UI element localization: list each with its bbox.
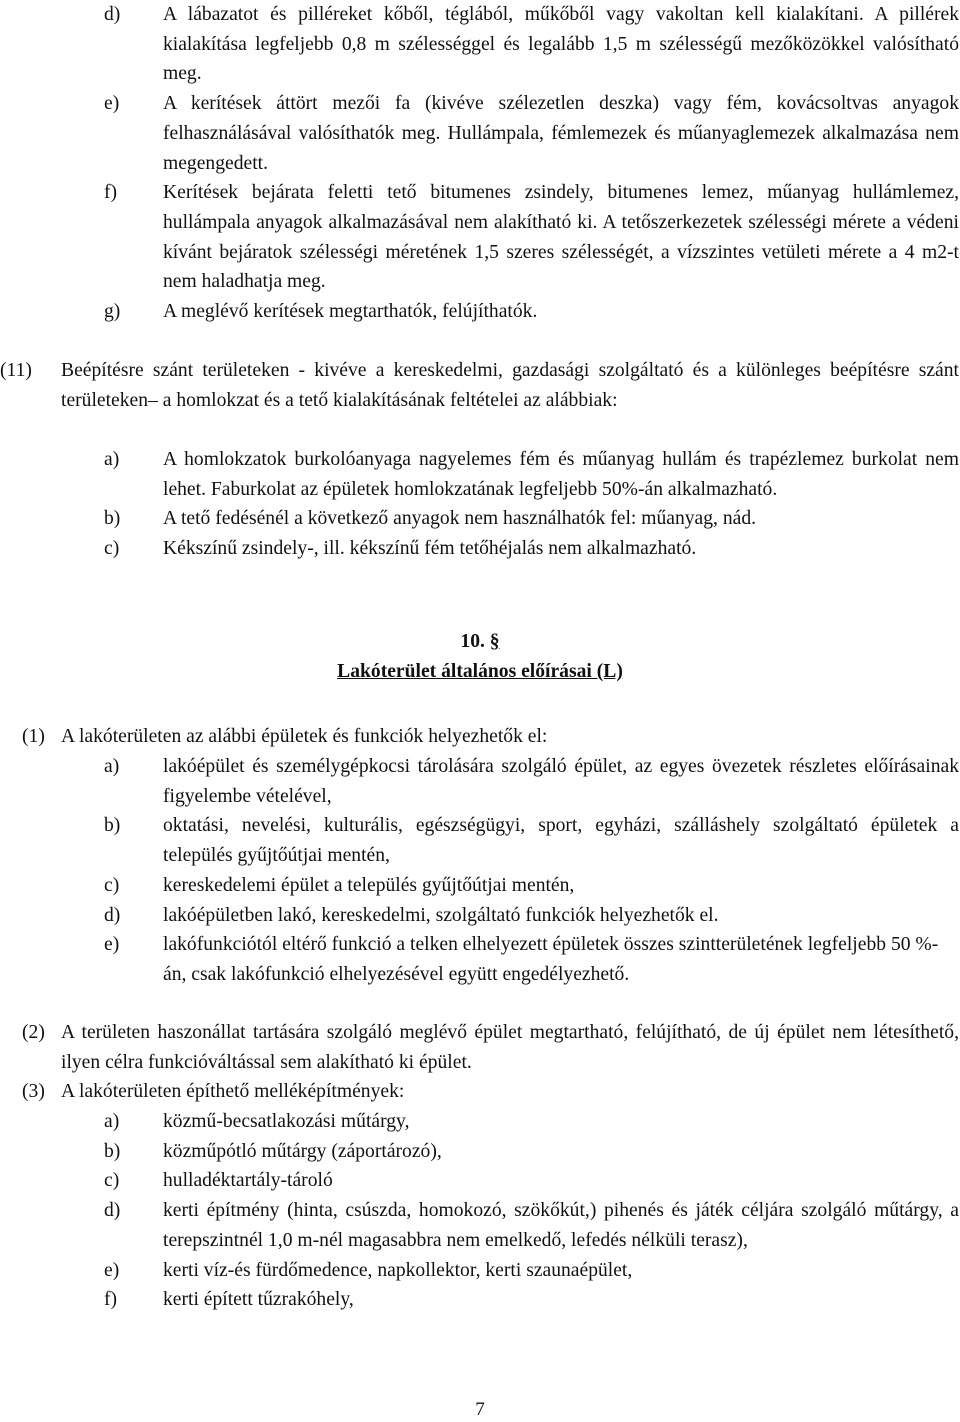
item-label: c) <box>104 1170 120 1192</box>
item-label: c) <box>104 538 120 560</box>
paragraph-text <box>22 1077 959 1107</box>
paragraph-label: (2) <box>22 1022 45 1043</box>
item-label: f) <box>104 1289 118 1311</box>
list-item <box>104 1137 959 1167</box>
paragraph-body: A lakóterületen építhető melléképítmények: <box>61 1081 405 1102</box>
item-text: lakóépületben lakó, kereskedelmi, szolgáltató funkciók helyezhetők el. <box>163 904 719 926</box>
item-text: oktatási, nevelési, kulturális, egészségügyi, sport, egyházi, szálláshely szolgáltató épületek a település gyűjtőútjai mentén, <box>163 815 959 867</box>
fence-rules-list <box>104 0 959 327</box>
list-item <box>104 178 959 297</box>
item-label: d) <box>104 4 121 25</box>
paragraph-3 <box>22 1077 959 1107</box>
item-label: c) <box>104 874 120 896</box>
list-item <box>104 752 959 811</box>
list-item <box>104 0 959 89</box>
item-text: közműpótló műtárgy (záportározó), <box>163 1140 442 1162</box>
paragraph-text <box>0 356 959 415</box>
item-text: hulladéktartály-tároló <box>163 1170 333 1192</box>
item-text: Kékszínű zsindely-, ill. kékszínű fém tetőhéjalás nem alkalmazható. <box>163 538 697 560</box>
item-text: A tető fedésénél a következő anyagok nem használhatók fel: műanyag, nád. <box>163 508 757 530</box>
paragraph-symbol: § <box>489 631 500 652</box>
paragraph-label: (1) <box>22 726 45 747</box>
item-label: b) <box>104 815 121 837</box>
item-text: kerti víz-és fürdőmedence, napkollektor, kerti szaunaépület, <box>163 1259 633 1281</box>
item-text: A homlokzatok burkolóanyaga nagyelemes fém és műanyag hullám és trapézlemez burkolat nem lehet. Faburkolat az épületek homlokzatának legfeljebb 50%-án alkalmazható. <box>163 449 959 500</box>
paragraph-body: A lakóterületen az alábbi épületek és funkciók helyezhetők el: <box>61 726 548 747</box>
list-item <box>104 445 959 504</box>
list-item <box>104 901 959 931</box>
item-text: A kerítések áttört mezői fa (kivéve szélezetlen deszka) vagy fém, kovácsoltvas anyagok felhasználásával valósíthatók meg. Hullámpala, fémlemezek és műanyaglemezek alkalmazása nem megengedett. <box>163 93 959 174</box>
list-item <box>104 534 959 564</box>
item-label: d) <box>104 1200 121 1222</box>
paragraph-2 <box>22 1018 959 1077</box>
section-title-text: Lakóterület általános előírásai (L) <box>337 661 623 682</box>
item-label: e) <box>104 1259 120 1281</box>
list-item <box>104 1107 959 1137</box>
paragraph-text <box>22 722 959 752</box>
item-label: b) <box>104 1140 121 1162</box>
item-label: a) <box>104 1111 120 1132</box>
paragraph-1 <box>22 722 959 752</box>
item-label: b) <box>104 508 121 530</box>
section-title <box>0 657 960 687</box>
item-label: e) <box>104 934 120 956</box>
item-text: kereskedelemi épület a település gyűjtőútjai mentén, <box>163 874 575 896</box>
list-item <box>104 871 959 901</box>
paragraph-11-list <box>104 445 959 564</box>
list-item <box>104 811 959 870</box>
paragraph-text <box>22 1018 959 1077</box>
list-item <box>104 89 959 178</box>
page-number: 7 <box>475 1399 485 1420</box>
item-text: Kerítések bejárata feletti tető bitumenes zsindely, bitumenes lemez, műanyag hullámlemez, hullámpala anyagok alkalmazásával nem alakítható ki. A tetőszerkezetek szélességi mérete a védeni kívánt bejáratok szélességi méretének 1,5 szeres szélességét, a vízszintes vetületi mérete a 4 m2-t nem haladhatja meg. <box>163 182 959 293</box>
item-label: a) <box>104 756 120 777</box>
list-item <box>104 1166 959 1196</box>
section-number-text: 10. <box>460 631 485 652</box>
list-item <box>104 504 959 534</box>
item-text: közmű-becsatlakozási műtárgy, <box>163 1111 410 1132</box>
item-label: a) <box>104 449 120 470</box>
item-label: f) <box>104 182 118 204</box>
paragraph-1-list <box>104 752 959 990</box>
item-label: g) <box>104 301 121 323</box>
list-item <box>104 1196 959 1255</box>
item-text: kerti építmény (hinta, csúszda, homokozó, szökőkút,) pihenés és játék céljára szolgáló műtárgy, a terepszintnél 1,0 m-nél magasabbra nem emelkedő, lefedés nélküli terasz), <box>163 1200 959 1251</box>
item-text: A lábazatot és pilléreket kőből, téglából, műkőből vagy vakoltan kell kialakítani. A pillérek kialakítása legfeljebb 0,8 m szélességgel és legalább 1,5 m szélességű mezőközökkel valósítható meg. <box>163 4 959 85</box>
item-text: lakófunkciótól eltérő funkció a telken elhelyezett épületek összes szintterületének legfeljebb 50 %-án, csak lakófunkció elhelyezésével együtt engedélyezhető. <box>163 934 939 985</box>
paragraph-body: Beépítésre szánt területeken - kivéve a kereskedelmi, gazdasági szolgáltató és a különleges beépítésre szánt területeken– a homlokzat és a tető kialakításának feltételei az alábbiak: <box>61 360 959 411</box>
section-number <box>0 627 960 657</box>
item-label: d) <box>104 904 121 926</box>
item-text: lakóépület és személygépkocsi tárolására szolgáló épület, az egyes övezetek részletes előírásainak figyelembe vételével, <box>163 756 959 807</box>
paragraph-11 <box>0 356 959 415</box>
paragraph-label: (3) <box>22 1081 45 1102</box>
paragraph-body: A területen haszonállat tartására szolgáló meglévő épület megtartható, felújítható, de új épület nem létesíthető, ilyen célra funkcióváltással sem alakítható ki épület. <box>61 1022 959 1073</box>
list-item <box>104 1256 959 1286</box>
item-text: kerti épített tűzrakóhely, <box>163 1289 354 1311</box>
item-text: A meglévő kerítések megtarthatók, felújíthatók. <box>163 301 538 323</box>
list-item <box>104 297 959 327</box>
list-item <box>104 930 959 989</box>
paragraph-3-list <box>104 1107 959 1315</box>
paragraph-label: (11) <box>0 360 32 381</box>
list-item <box>104 1285 959 1315</box>
item-label: e) <box>104 93 120 115</box>
